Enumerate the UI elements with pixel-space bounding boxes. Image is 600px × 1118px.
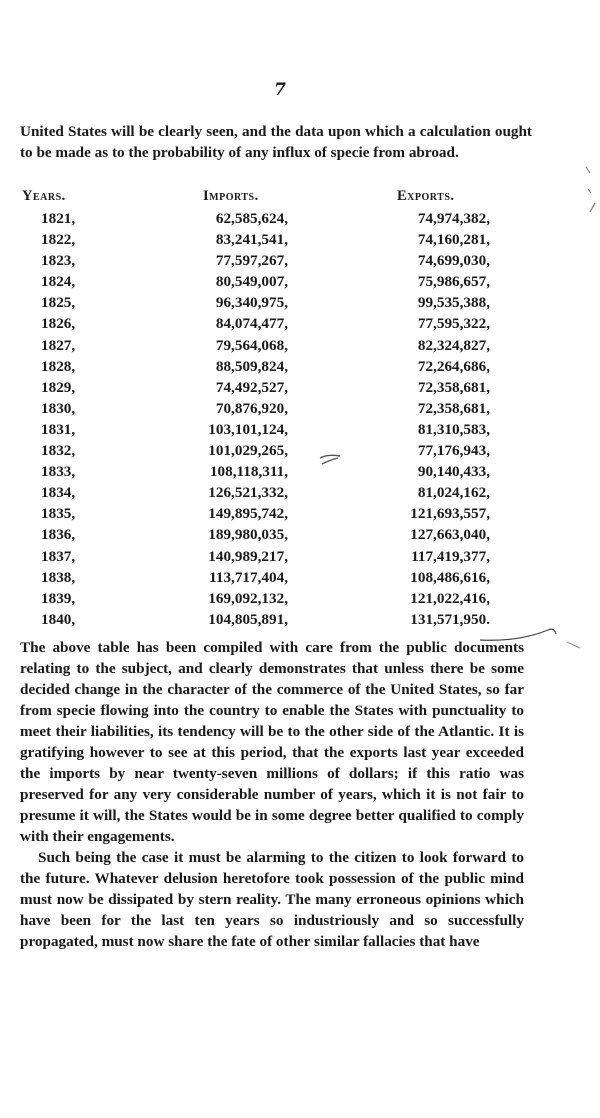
table-row [0, 358, 600, 379]
exports-cell: 72,358,681, [417, 399, 490, 417]
exports-cell: 81,024,162, [417, 484, 490, 502]
table-row [0, 294, 600, 315]
year-cell: 1838, [41, 568, 76, 586]
paragraph-future: Such being the case it must be alarming to the citizen to look forward to the future. Whatever delusion heretofore took possession of the public mind must now be dissipated by stern reality. The many erroneous opinions which have been for the last ten years so industriously and so successfully propagated, must now share the fate of other similar fallacies that have [20, 849, 524, 950]
table-row [0, 231, 600, 252]
exports-cell: 72,264,686, [417, 357, 490, 375]
year-cell: 1834, [41, 484, 76, 502]
year-cell: 1824, [41, 273, 76, 291]
exports-cell: 74,699,030, [417, 252, 490, 270]
table-row [0, 505, 600, 526]
imports-cell: 84,074,477, [215, 315, 288, 333]
imports-cell: 113,717,404, [209, 568, 288, 586]
exports-cell: 82,324,827, [417, 336, 490, 354]
margin-tick-bottom [566, 640, 582, 650]
year-cell: 1830, [41, 399, 76, 417]
header-exports: Exports. [397, 188, 455, 204]
exports-cell: 108,486,616, [410, 568, 490, 586]
page-number: 7 [274, 80, 286, 100]
imports-cell: 96,340,975, [215, 294, 288, 312]
trade-table [0, 188, 600, 632]
exports-cell: 72,358,681, [417, 378, 490, 396]
exports-cell: 117,419,377, [411, 547, 490, 565]
table-row [0, 611, 600, 632]
table-row [0, 210, 600, 231]
imports-cell: 80,549,007, [215, 273, 288, 291]
imports-cell: 149,895,742, [208, 505, 288, 523]
table-row [0, 590, 600, 611]
table-row [0, 463, 600, 484]
year-cell: 1828, [41, 357, 76, 375]
year-cell: 1839, [41, 589, 76, 607]
imports-cell: 103,101,124, [208, 420, 288, 438]
table-row [0, 273, 600, 294]
table-row [0, 379, 600, 400]
imports-cell: 79,564,068, [215, 336, 288, 354]
imports-cell: 140,989,217, [208, 547, 288, 565]
table-row [0, 548, 600, 569]
exports-cell: 74,974,382, [417, 210, 490, 227]
table-row [0, 315, 600, 336]
imports-cell: 189,980,035, [208, 526, 288, 544]
table-row [0, 337, 600, 358]
exports-cell: 77,176,943, [417, 442, 490, 460]
exports-cell: 127,663,040, [410, 526, 490, 544]
exports-cell: 77,595,322, [417, 315, 490, 333]
paragraph-summary: The above table has been compiled with care from the public documents relating to the subject, and clearly demonstrates that unless there be some decided change in the character of the commerce of the United States, so far from specie flowing into the country to enable the States with punctuality to meet their liabilities, its tendency will be to the other side of the Atlantic. It is gratifying however to see at this period, that the exports last year exceeded the imports by near twenty-seven millions of dollars; if this ratio was preserved for any very considerable number of years, which it is not fair to presume it will, the States would be in some degree better qualified to comply with their engagements. [20, 639, 524, 845]
exports-cell: 90,140,433, [417, 463, 490, 481]
year-cell: 1832, [41, 442, 76, 460]
header-years: Years. [22, 188, 66, 204]
year-cell: 1823, [41, 252, 76, 270]
year-cell: 1833, [41, 463, 76, 481]
year-cell: 1821, [41, 210, 76, 227]
table-row [0, 421, 600, 442]
table-row [0, 526, 600, 547]
year-cell: 1837, [41, 547, 76, 565]
exports-cell: 121,693,557, [410, 505, 490, 523]
year-cell: 1826, [41, 315, 76, 333]
imports-cell: 104,805,891, [208, 610, 288, 628]
table-row [0, 400, 600, 421]
imports-cell: 101,029,265, [208, 442, 288, 460]
intro-paragraph: United States will be clearly seen, and the data upon which a calculation ought to be made as to the probability of any influx of specie from abroad. [20, 123, 532, 161]
exports-cell: 81,310,583, [417, 420, 490, 438]
imports-cell: 169,092,132, [208, 589, 288, 607]
imports-cell: 126,521,332, [208, 484, 288, 502]
header-imports: Imports. [203, 188, 259, 204]
exports-cell: 75,986,657, [417, 273, 490, 291]
year-cell: 1822, [41, 231, 76, 249]
table-header-row [0, 188, 600, 210]
imports-cell: 74,492,527, [215, 378, 288, 396]
body-text [20, 637, 524, 952]
year-cell: 1836, [41, 526, 76, 544]
imports-cell: 77,597,267, [215, 252, 288, 270]
exports-cell: 121,022,416, [410, 589, 490, 607]
exports-cell: 74,160,281, [417, 231, 490, 249]
table-row [0, 569, 600, 590]
table-row [0, 484, 600, 505]
table-row [0, 252, 600, 273]
year-cell: 1831, [41, 420, 76, 438]
imports-cell: 83,241,541, [215, 231, 288, 249]
year-cell: 1835, [41, 505, 76, 523]
year-cell: 1840, [41, 610, 76, 628]
table-row [0, 442, 600, 463]
imports-cell: 70,876,920, [215, 399, 288, 417]
imports-cell: 88,509,824, [215, 357, 288, 375]
exports-cell: 99,535,388, [417, 294, 490, 312]
imports-cell: 62,585,624, [215, 210, 288, 227]
exports-cell: 131,571,950. [410, 610, 490, 628]
imports-cell: 108,118,311, [209, 463, 288, 481]
year-cell: 1829, [41, 378, 76, 396]
year-cell: 1825, [41, 294, 76, 312]
table-body [0, 210, 600, 632]
year-cell: 1827, [41, 336, 76, 354]
